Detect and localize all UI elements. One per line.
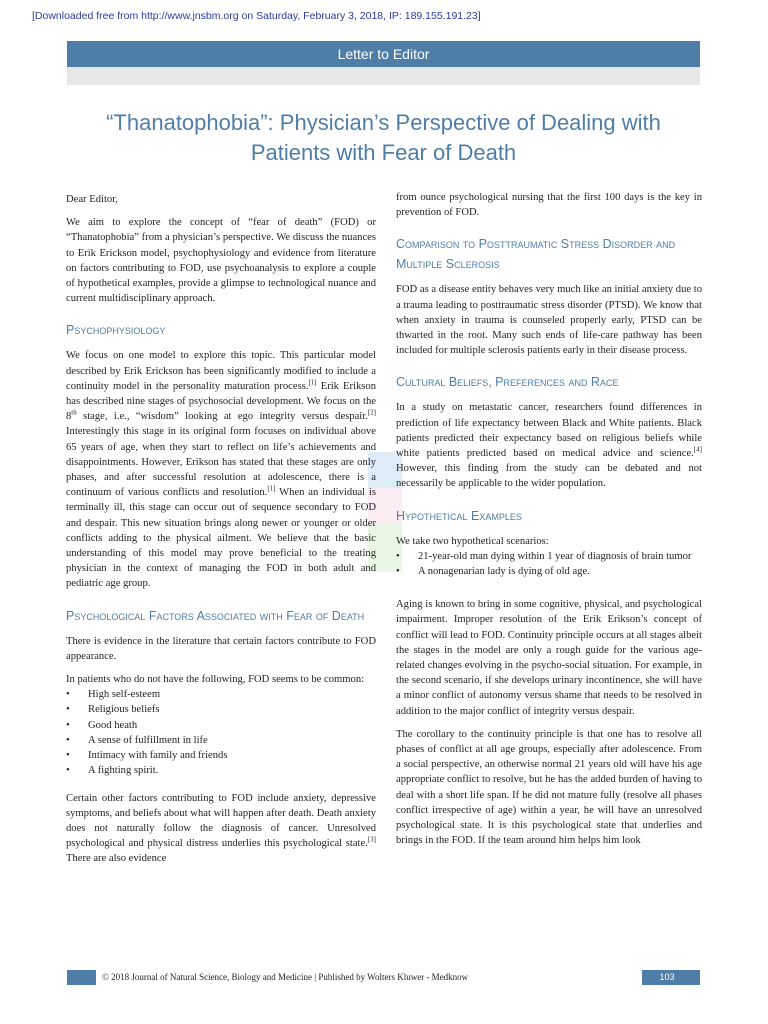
heading-psychophysiology: Psychophysiology xyxy=(66,323,166,338)
list-item: • A fighting spirit. xyxy=(66,763,376,778)
article-title: “Thanatophobia”: Physician’s Perspective of Dealing with Patients with Fear of Death xyxy=(106,110,661,165)
text-run: When an individual is terminally ill, this stage can occur out of sequence secondary to FOD and despair. This new situation brings along newer or younger or older conflicts adding to the physical ailment. We believe that the basic understanding of this model may prove beneficial to the treating physician in the context of managing the FOD in both adult and pediatric age group. xyxy=(66,487,376,590)
list-item: • Intimacy with family and friends xyxy=(66,748,376,763)
heading-culture: Cultural Beliefs, Preferences and Race xyxy=(396,375,619,390)
left-column xyxy=(66,192,376,875)
ordinal-suffix: th xyxy=(71,408,77,417)
text-run: Certain other factors contributing to FOD include anxiety, depressive symptoms, and beliefs about what will happen after death. Death anxiety does not naturally follow the diagnosis of cancer. Unresolved psychological and physical distress underlies this psychological state. xyxy=(66,792,376,850)
citation-ref[interactable]: [2] xyxy=(367,408,376,417)
factors-intro: There is evidence in the literature that certain factors contribute to FOD appearance. xyxy=(66,635,376,662)
banner-underlay xyxy=(67,67,700,85)
list-item: • Religious beliefs xyxy=(66,702,376,717)
heading-factors: Psychological Factors Associated with Fear of Death xyxy=(66,608,365,623)
other-factors-paragraph xyxy=(66,791,376,867)
aging-paragraph: Aging is known to bring in some cognitive, physical, and psychological impairment. Improper resolution of the Erik Erikson’s concept of conflict will lead to FOD. Continuity principle occurs at all stages albeit the stages in the model are only a rough guide for the various age-related changes evolving in the psycho-social situation. For example, in the second scenario, if she develops urinary incontinence, she will have a minor conflict of autonomy versus shame that needs to be resolved in addition to the major conflict of integrity versus despair. xyxy=(396,599,702,717)
footer-copyright: © 2018 Journal of Natural Science, Biology and Medicine | Published by Wolters Kluwer - Medknow xyxy=(96,970,642,985)
text-run: Interestingly this stage in its original form focuses on individual above 65 years of age, when they start to reflect on life’s achievements and disappointments. However, Erikson has stated that these stages are only phases, and after successful resolution at adolescence, there is a continuum of various conflicts and resolution. xyxy=(66,426,376,499)
text-run: We focus on one model to explore this topic. This particular model described by Erik Erickson has been significantly modified to include a continuity model in the personality maturation process. xyxy=(66,350,376,392)
citation-ref[interactable]: [4] xyxy=(693,445,702,454)
factors-list xyxy=(66,687,376,778)
list-item: • A nonagenarian lady is dying of old age. xyxy=(396,564,702,579)
citation-ref[interactable]: [1] xyxy=(308,378,317,387)
ptsd-paragraph: FOD as a disease entity behaves very much like an initial anxiety due to a trauma leading to posttraumatic stress disorder (PTSD). We know that when anxiety in trauma is counseled properly early, PTSD can be thwarted in the root. Many such ends of life-care pathway has been included for multiple sclerosis patients early in their disease process. xyxy=(396,284,702,357)
heading-hypothetical: Hypothetical Examples xyxy=(396,508,522,523)
citation-ref[interactable]: [1] xyxy=(267,484,276,493)
intro-paragraph: We aim to explore the concept of “fear of death” (FOD) or “Thanatophobia” from a physician’s perspective. We discuss the nuances to Erik Erickson model, psychophysiology and evidence from literature on factors contributing to FOD, use psychoanalysis to explore a couple of hypothetical examples, provide a glimpse to technological nuance and current multidisciplinary approach. xyxy=(66,217,376,305)
list-item: • A sense of fulfillment in life xyxy=(66,733,376,748)
page-number: 103 xyxy=(659,972,675,982)
salutation: Dear Editor, xyxy=(66,194,118,205)
text-run: However, this finding from the study can be debated and not necessarily be applicable to the wider population. xyxy=(396,463,702,490)
text-run: stage, i.e., “wisdom” looking at ego integrity versus despair. xyxy=(76,411,368,423)
psychophysiology-paragraph xyxy=(66,348,376,591)
text-run: In a study on metastatic cancer, researchers found differences in prediction of life expectancy between Black and White patients. Black patients predicted their expectancy based on religious beliefs while white patients predicted based on medical advice and science. xyxy=(396,402,702,460)
list-item: • Good heath xyxy=(66,718,376,733)
scenario-list xyxy=(396,549,702,579)
factors-lead: In patients who do not have the following, FOD seems to be common: xyxy=(66,674,365,686)
heading-ptsd: Comparison to Posttraumatic Stress Disorder and Multiple Sclerosis xyxy=(396,237,676,272)
corollary-paragraph: The corollary to the continuity principle is that one has to resolve all phases of conflict at all age groups, especially after adolescence. From a social perspective, an otherwise normal 21 years old will have his age appropriate conflict to resolve, but he has the added burden of having to deal with a short life span. If he did not mature fully (resolve all phases conflict irrespective of age) within a year, he will have an unresolved psychological state. It is this psychological state that underlies and brings in the FOD. If the team around him helps him look xyxy=(396,728,702,847)
text-run: Erik Erikson has described nine stages of psychosocial development. We focus on the 8 xyxy=(66,380,376,423)
right-column xyxy=(396,190,702,857)
text-run: There are also evidence xyxy=(66,853,167,865)
list-item: • High self-esteem xyxy=(66,687,376,702)
article-type-banner: Letter to Editor xyxy=(67,41,700,67)
download-notice: [Downloaded free from http://www.jnsbm.org on Saturday, February 3, 2018, IP: 189.155.191.23] xyxy=(32,10,481,22)
list-item: • 21-year-old man dying within 1 year of diagnosis of brain tumor xyxy=(396,549,702,564)
culture-paragraph xyxy=(396,400,702,491)
citation-ref[interactable]: [3] xyxy=(367,835,376,844)
hypothetical-lead: We take two hypothetical scenarios: xyxy=(396,535,549,547)
continued-paragraph: from ounce psychological nursing that the first 100 days is the key in prevention of FOD. xyxy=(396,192,702,219)
